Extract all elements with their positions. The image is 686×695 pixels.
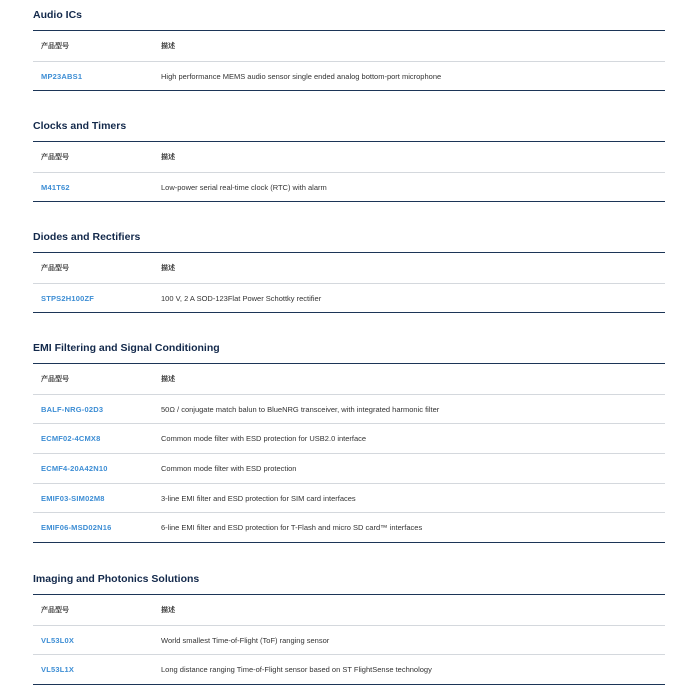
product-table (33, 594, 665, 685)
part-link-stps2h100zf[interactable]: STPS2H100ZF (41, 293, 95, 303)
product-table (33, 30, 665, 91)
table-header-row (33, 364, 665, 394)
table-row (33, 283, 665, 313)
part-description: High performance MEMS audio sensor single ended analog bottom-port microphone (161, 71, 442, 81)
header-part-number: 产品型号 (41, 264, 69, 272)
part-link-emif06-msd02n16[interactable]: EMIF06-MSD02N16 (41, 523, 112, 533)
header-part-number: 产品型号 (41, 375, 69, 383)
part-description: Common mode filter with ESD protection for USB2.0 interface (161, 434, 367, 444)
section-title: Imaging and Photonics Solutions (33, 573, 200, 585)
table-row (33, 512, 665, 542)
part-link-vl53l1x[interactable]: VL53L1X (41, 665, 75, 675)
table-row (33, 172, 665, 202)
header-description: 描述 (161, 153, 175, 161)
part-link-vl53l0x[interactable]: VL53L0X (41, 635, 75, 645)
section-clocks-and-timers (33, 116, 665, 202)
header-part-number: 产品型号 (41, 153, 69, 161)
product-table (33, 252, 665, 313)
header-description: 描述 (161, 375, 175, 383)
table-row (33, 423, 665, 453)
section-title: Clocks and Timers (33, 120, 127, 132)
table-row (33, 394, 665, 424)
part-link-emif03-sim02m8[interactable]: EMIF03-SIM02M8 (41, 493, 105, 503)
part-link-m41t62[interactable]: M41T62 (41, 182, 70, 192)
product-table (33, 363, 665, 543)
header-part-number: 产品型号 (41, 42, 69, 50)
section-emi-filtering (33, 338, 665, 543)
part-description: 6-line EMI filter and ESD protection for T-Flash and micro SD card™ interfaces (161, 523, 423, 533)
part-description: 3-line EMI filter and ESD protection for SIM card interfaces (161, 493, 356, 503)
header-description: 描述 (161, 264, 175, 272)
product-table (33, 141, 665, 202)
section-title: Audio ICs (33, 9, 82, 21)
header-description: 描述 (161, 606, 175, 614)
table-header-row (33, 595, 665, 625)
part-description: 50Ω / conjugate match balun to BlueNRG transceiver, with integrated harmonic filter (161, 404, 440, 414)
table-row (33, 654, 665, 684)
section-title: EMI Filtering and Signal Conditioning (33, 342, 220, 354)
part-link-mp23abs1[interactable]: MP23ABS1 (41, 71, 83, 81)
table-row (33, 483, 665, 513)
section-audio-ics (33, 5, 665, 91)
section-imaging-photonics (33, 569, 665, 685)
part-description: Long distance ranging Time-of-Flight sensor based on ST FlightSense technology (161, 665, 432, 675)
header-part-number: 产品型号 (41, 606, 69, 614)
section-diodes-and-rectifiers (33, 227, 665, 313)
section-title: Diodes and Rectifiers (33, 231, 141, 243)
table-row (33, 625, 665, 655)
part-link-balf-nrg-02d3[interactable]: BALF-NRG-02D3 (41, 404, 104, 414)
part-description: 100 V, 2 A SOD-123Flat Power Schottky rectifier (161, 293, 322, 303)
header-description: 描述 (161, 42, 175, 50)
part-description: Common mode filter with ESD protection (161, 463, 297, 473)
table-row (33, 453, 665, 483)
part-link-ecmf02-4cmx8[interactable]: ECMF02-4CMX8 (41, 434, 101, 444)
part-description: Low-power serial real-time clock (RTC) with alarm (161, 182, 327, 192)
part-link-ecmf4-20a42n10[interactable]: ECMF4-20A42N10 (41, 463, 108, 473)
table-header-row (33, 253, 665, 283)
part-description: World smallest Time-of-Flight (ToF) ranging sensor (161, 635, 330, 645)
table-row (33, 61, 665, 91)
table-header-row (33, 31, 665, 61)
table-header-row (33, 142, 665, 172)
